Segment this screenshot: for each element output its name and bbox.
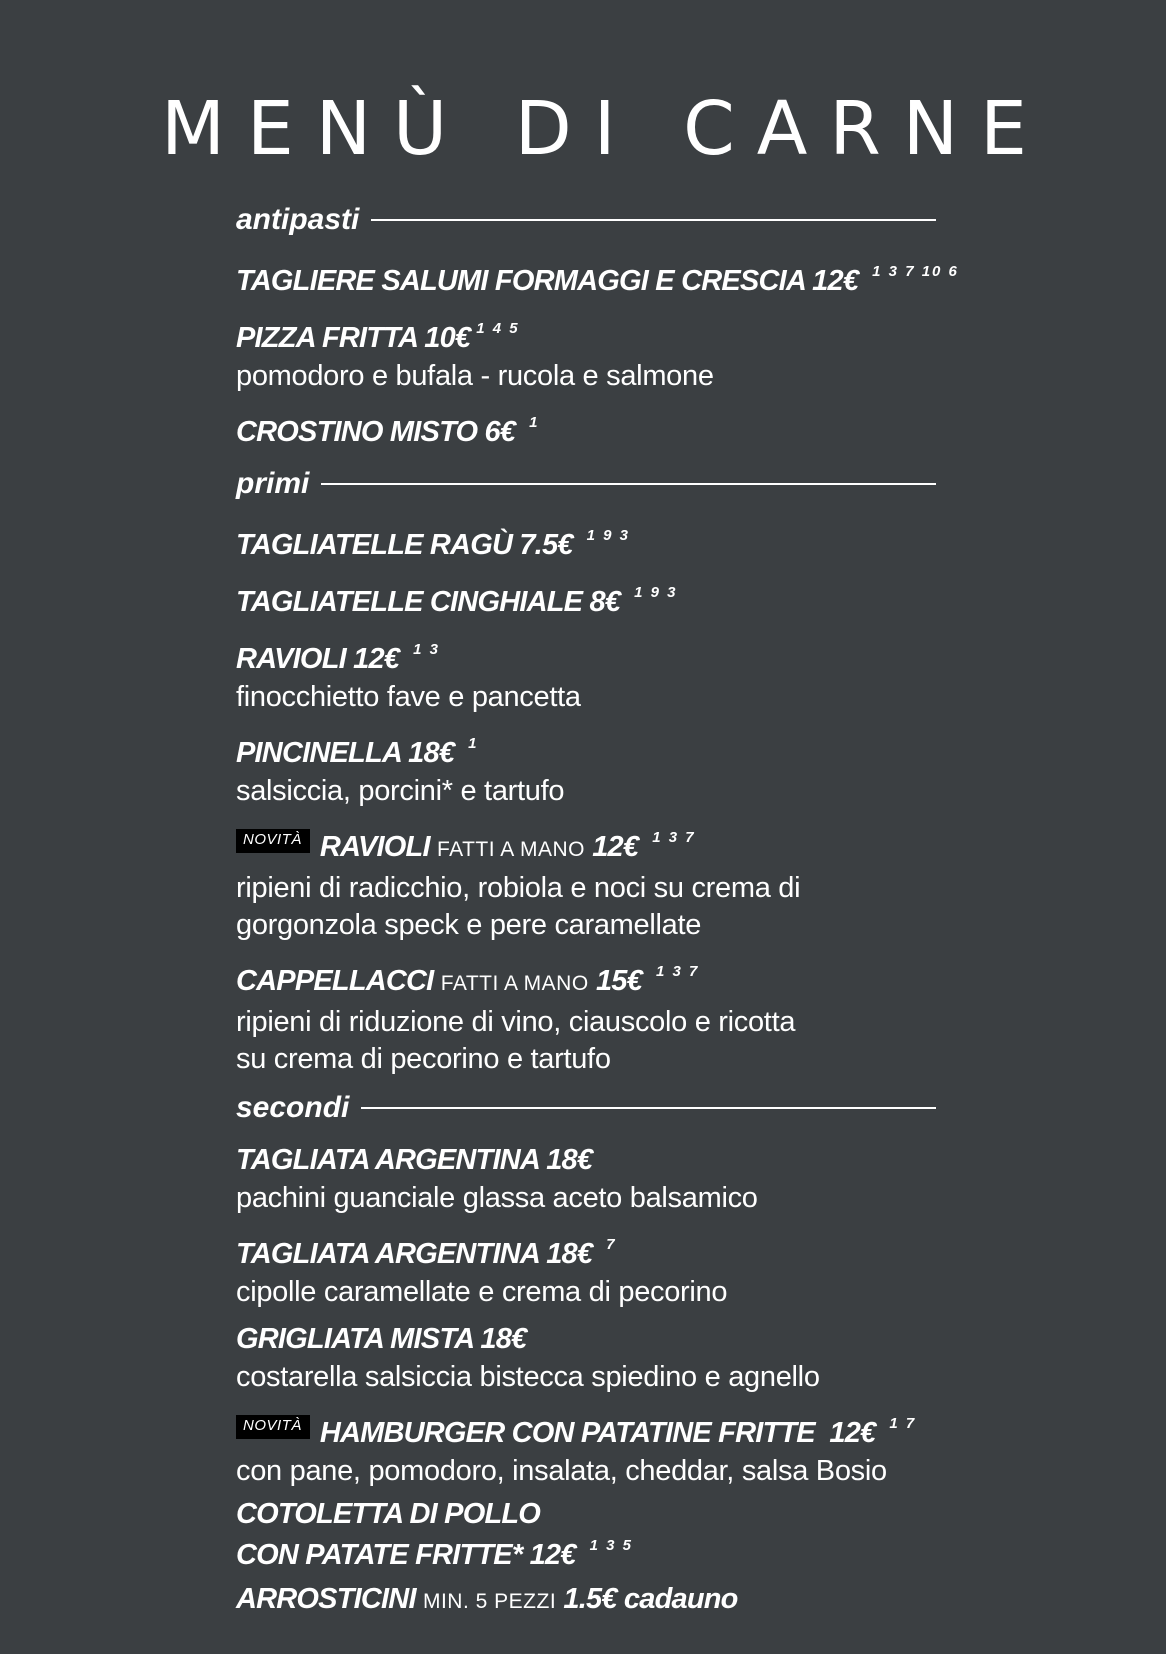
item-description: ripieni di radicchio, robiola e noci su crema di	[236, 872, 801, 904]
item-description: pomodoro e bufala - rucola e salmone	[236, 360, 714, 392]
item-description: gorgonzola speck e pere caramellate	[236, 909, 702, 941]
section-divider	[321, 483, 936, 485]
menu-item-cotoletta	[236, 1498, 936, 1571]
item-title: PINCINELLA 18€	[236, 737, 455, 769]
allergen-codes: 1 7	[889, 1415, 917, 1432]
menu-item-tagliatelle-ragu	[236, 516, 936, 565]
item-title: GRIGLIATA MISTA 18€	[236, 1323, 527, 1355]
item-title: RAVIOLI 12€	[236, 643, 400, 675]
item-title: CON PATATE FRITTE* 12€	[236, 1539, 576, 1571]
allergen-codes: 1 4 5	[476, 320, 520, 337]
menu-item-hamburger	[236, 1404, 936, 1490]
item-title: COTOLETTA DI POLLO	[236, 1498, 541, 1530]
section-label: primi	[236, 467, 310, 500]
item-price: 12€	[592, 831, 639, 863]
item-note: FATTI A MANO	[436, 838, 585, 861]
section-divider	[361, 1107, 936, 1109]
menu-item-ravioli-fatti-a-mano	[236, 818, 936, 944]
menu-item-tagliata-1	[236, 1140, 936, 1217]
section-header-primi	[236, 464, 936, 504]
item-title: TAGLIATELLE RAGÙ 7.5€	[236, 529, 573, 561]
novita-badge: NOVITÀ	[236, 1415, 310, 1439]
item-description: con pane, pomodoro, insalata, cheddar, salsa Bosio	[236, 1455, 887, 1487]
item-price: 1.5€ cadauno	[563, 1583, 738, 1615]
menu-item-grigliata	[236, 1319, 936, 1396]
item-title: TAGLIATA ARGENTINA 18€	[236, 1144, 593, 1176]
item-title: TAGLIATELLE CINGHIALE 8€	[236, 586, 621, 618]
item-description: costarella salsiccia bistecca spiedino e agnello	[236, 1361, 820, 1393]
allergen-codes: 1 3 7	[655, 963, 700, 980]
item-description: ripieni di riduzione di vino, ciauscolo e ricotta	[236, 1006, 796, 1038]
allergen-codes: 7	[606, 1236, 617, 1253]
menu-item-pincinella	[236, 724, 936, 810]
allergen-codes: 1	[468, 735, 479, 752]
item-description: cipolle caramellate e crema di pecorino	[236, 1276, 728, 1308]
item-description: su crema di pecorino e tartufo	[236, 1043, 611, 1075]
section-label: secondi	[236, 1091, 350, 1124]
allergen-codes: 1 3 7	[652, 829, 696, 846]
item-price: 15€	[595, 965, 642, 997]
allergen-codes: 1 3	[413, 641, 440, 658]
allergen-codes: 1 9 3	[634, 584, 678, 601]
section-header-antipasti	[236, 200, 936, 240]
menu-item-cappellacci	[236, 952, 936, 1078]
section-label: antipasti	[236, 203, 360, 236]
allergen-codes: 1 3 7 10 6	[872, 263, 959, 280]
novita-badge: NOVITÀ	[236, 829, 310, 853]
item-description: finocchietto fave e pancetta	[236, 681, 581, 713]
section-header-secondi	[236, 1088, 936, 1128]
item-note: FATTI A MANO	[440, 972, 589, 995]
item-title: CAPPELLACCI	[236, 965, 434, 997]
item-title: TAGLIERE SALUMI FORMAGGI E CRESCIA 12€	[236, 265, 859, 297]
item-description: pachini guanciale glassa aceto balsamico	[236, 1182, 758, 1214]
menu-title: MENÙ DI CARNE	[161, 86, 1049, 172]
item-title: RAVIOLI	[319, 831, 430, 863]
menu-item-pizza-fritta	[236, 309, 936, 395]
section-divider	[371, 219, 936, 221]
allergen-codes: 1 3 5	[589, 1537, 633, 1554]
item-title: HAMBURGER CON PATATINE FRITTE 12€	[319, 1417, 876, 1449]
allergen-codes: 1	[529, 414, 540, 431]
menu-item-arrosticini	[236, 1579, 936, 1622]
allergen-codes: 1 9 3	[586, 527, 630, 544]
item-title: PIZZA FRITTA 10€	[236, 322, 471, 354]
menu-item-ravioli	[236, 630, 936, 716]
menu-item-tagliata-2	[236, 1225, 936, 1311]
item-note: MIN. 5 PEZZI	[422, 1590, 557, 1613]
menu-item-crostino	[236, 403, 936, 452]
item-title: CROSTINO MISTO 6€	[236, 416, 516, 448]
menu-item-tagliatelle-cinghiale	[236, 573, 936, 622]
menu-content	[236, 200, 959, 1630]
item-title: TAGLIATA ARGENTINA 18€	[236, 1238, 593, 1270]
item-description: salsiccia, porcini* e tartufo	[236, 775, 565, 807]
menu-item-tagliere	[236, 252, 959, 301]
item-title: ARROSTICINI	[236, 1583, 416, 1615]
